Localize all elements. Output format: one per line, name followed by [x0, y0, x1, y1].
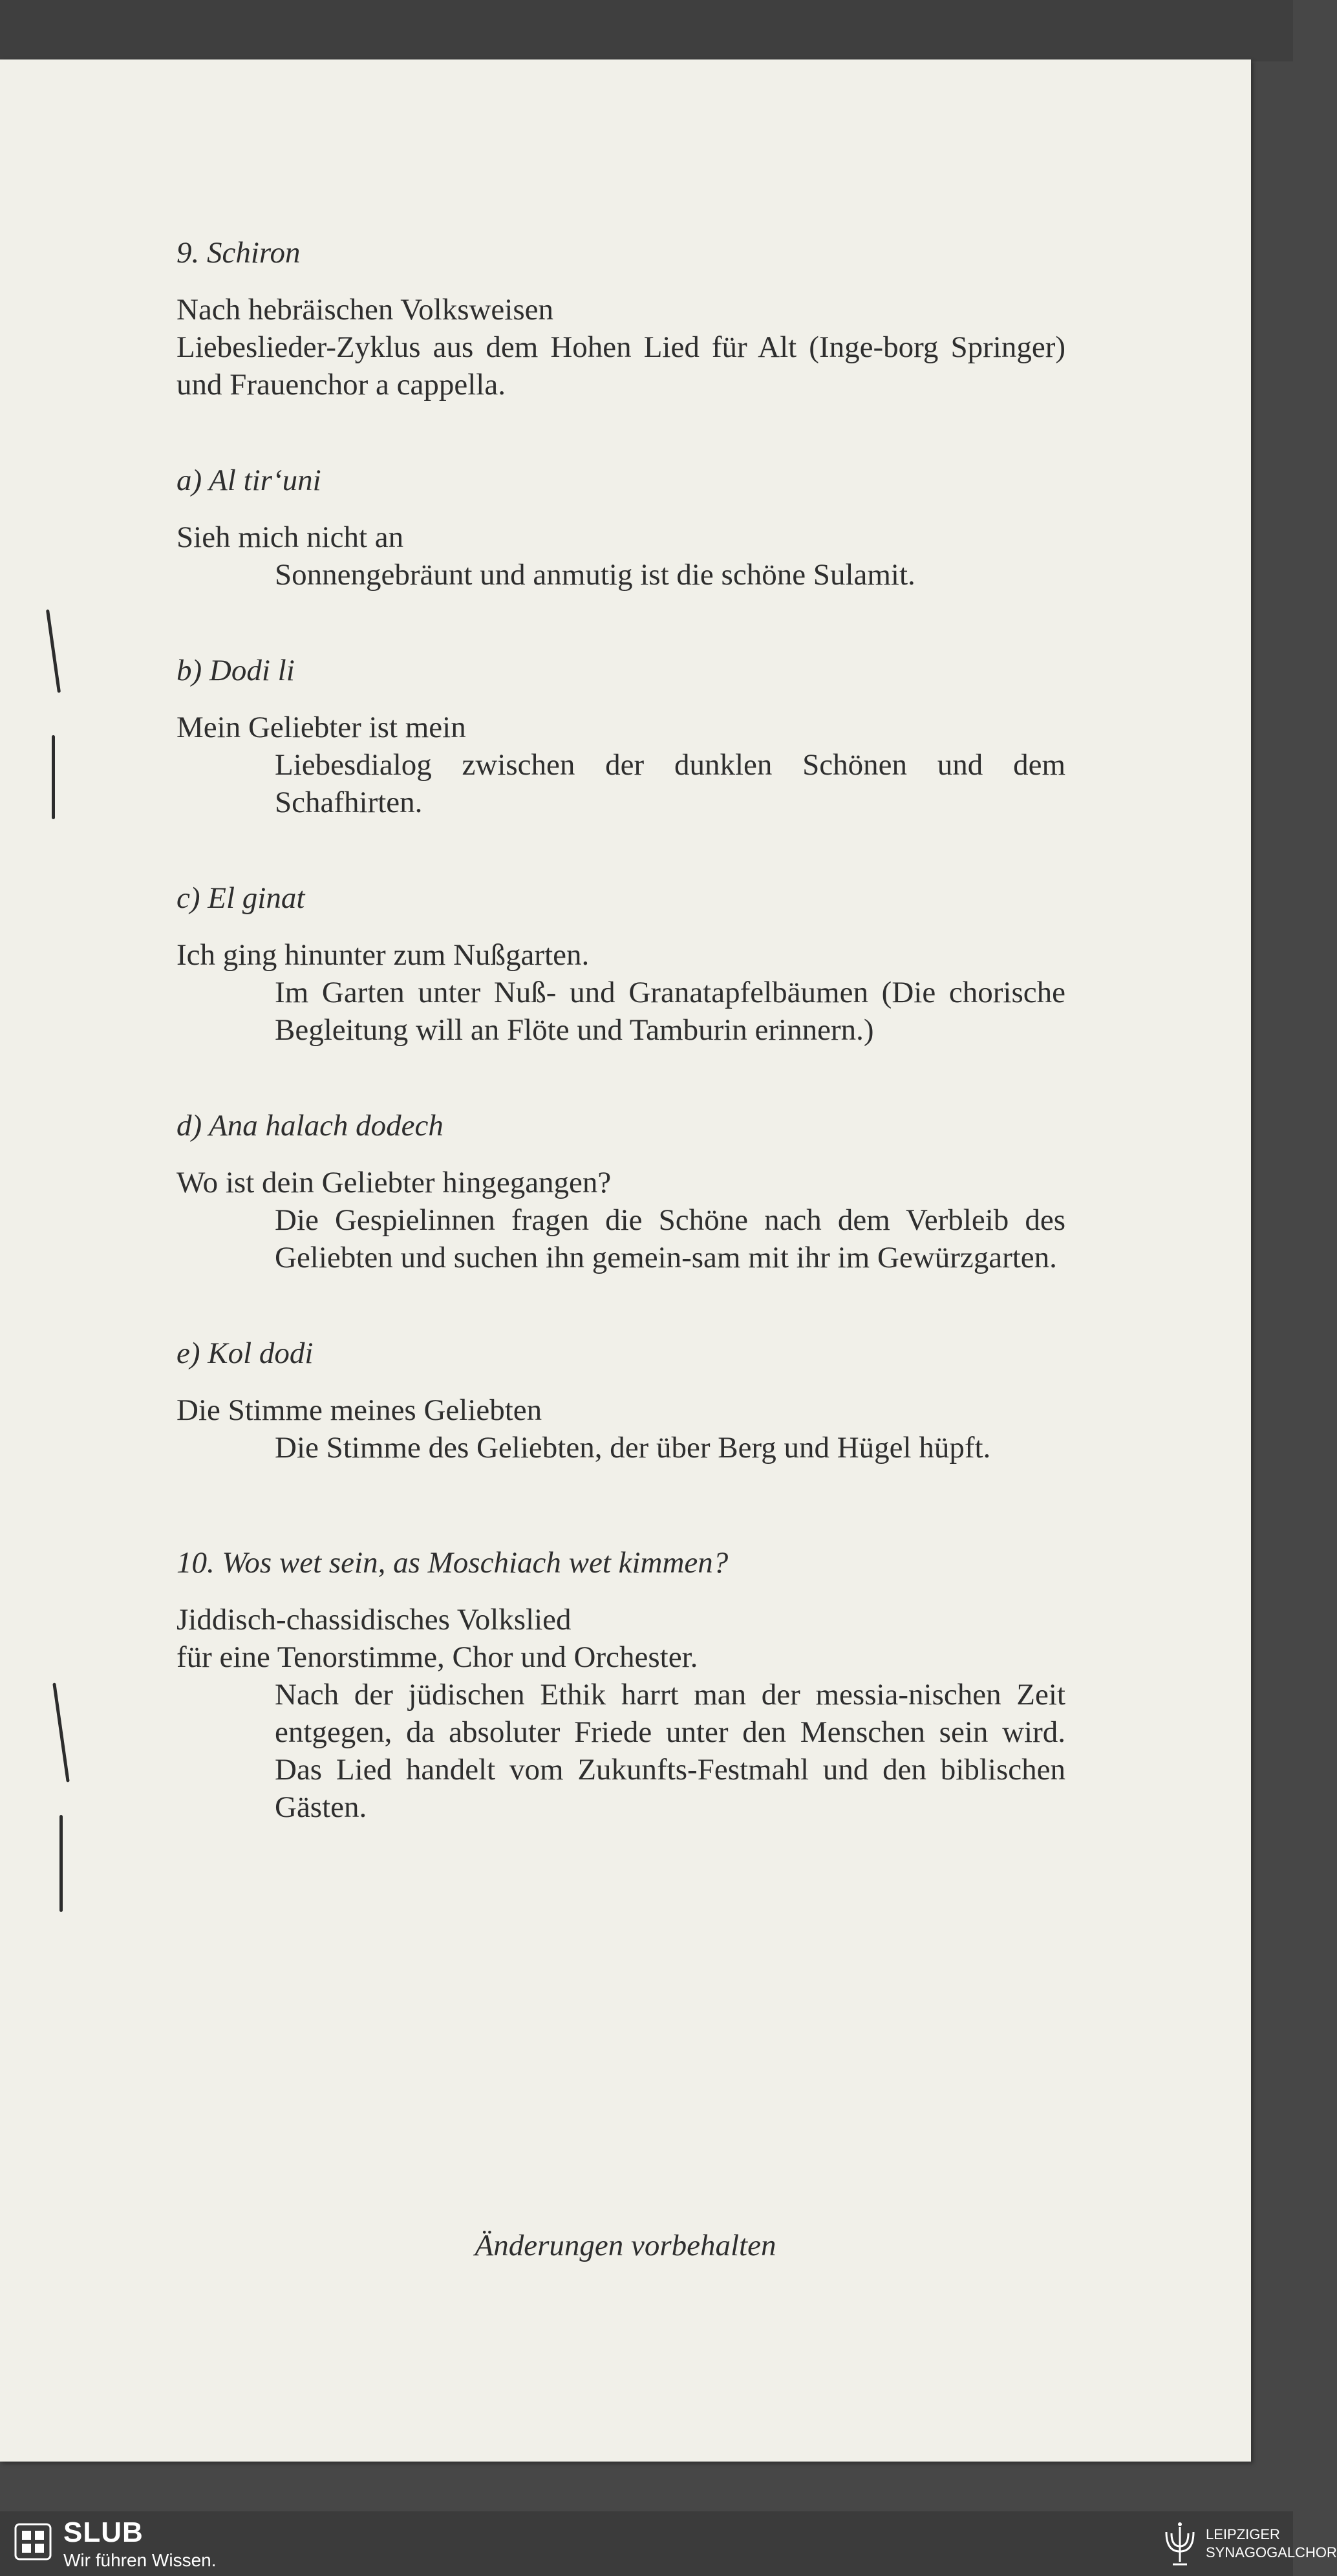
section-title: 10. Wos wet sein, as Moschiach wet kimmen?	[176, 1546, 729, 1580]
section-line: für eine Tenorstimme, Chor und Orchester.	[176, 1640, 698, 1674]
section-line: Sieh mich nicht an	[176, 521, 404, 554]
section-line: Jiddisch-chassidisches Volkslied	[176, 1603, 572, 1637]
section-el-ginat	[176, 879, 1065, 1049]
section-description: Sonnengebräunt und anmutig ist die schöne Sulamit.	[275, 558, 915, 592]
section-description: Nach der jüdischen Ethik harrt man der messia-nischen Zeit entgegen, da absoluter Friede unter den Menschen sein wird. Das Lied handelt vom Zukunfts-Festmahl und den biblischen Gästen.	[275, 1678, 1065, 1824]
section-line: Die Stimme meines Geliebten	[176, 1393, 542, 1427]
partner-name-line1: LEIPZIGER	[1206, 2526, 1280, 2542]
library-footer-bar	[0, 2511, 1337, 2576]
section-description: Im Garten unter Nuß- und Granatapfelbäumen (Die chorische Begleitung will an Flöte und Tamburin erinnern.)	[275, 976, 1065, 1047]
section-kol-dodi	[176, 1335, 1065, 1466]
section-al-tiruni	[176, 462, 1065, 594]
section-title: d) Ana halach dodech	[176, 1109, 444, 1143]
section-title: a) Al tir‘uni	[176, 464, 321, 497]
section-line: Wo ist dein Geliebter hingegangen?	[176, 1166, 612, 1199]
section-schiron	[176, 234, 1065, 403]
section-description: Die Stimme des Geliebten, der über Berg und Hügel hüpft.	[275, 1431, 991, 1465]
section-line: Nach hebräischen Volksweisen	[176, 293, 554, 327]
scan-background-top	[0, 0, 1293, 61]
partner-name[interactable]	[1206, 2526, 1337, 2562]
program-text	[176, 234, 1065, 1826]
slub-name[interactable]: SLUB	[63, 2517, 144, 2548]
binding-stitch-lower	[56, 1682, 67, 1954]
program-page	[0, 59, 1251, 2462]
section-title: e) Kol dodi	[176, 1336, 314, 1370]
section-ana-halach-dodech	[176, 1107, 1065, 1276]
section-title: 9. Schiron	[176, 236, 301, 270]
section-wos-wet-sein	[176, 1544, 1065, 1826]
slub-tagline: Wir führen Wissen.	[63, 2550, 217, 2570]
binding-stitch-upper	[48, 609, 59, 868]
section-line: Ich ging hinunter zum Nußgarten.	[176, 938, 590, 972]
menorah-icon	[1159, 2519, 1201, 2571]
partner-name-line2: SYNAGOGALCHOR	[1206, 2544, 1337, 2560]
section-line: Mein Geliebter ist mein	[176, 711, 466, 744]
section-description: Liebesdialog zwischen der dunklen Schönen und dem Schafhirten.	[275, 748, 1065, 819]
slub-logo-icon[interactable]	[14, 2523, 52, 2560]
section-title: c) El ginat	[176, 881, 305, 915]
section-line: Liebeslieder-Zyklus aus dem Hohen Lied für Alt (Inge-borg Springer) und Frauenchor a cappella.	[176, 330, 1065, 402]
section-title: b) Dodi li	[176, 654, 295, 687]
section-description: Die Gespielinnen fragen die Schöne nach dem Verbleib des Geliebten und suchen ihn gemein-sam mit ihr im Gewürzgarten.	[275, 1203, 1065, 1274]
section-dodi-li	[176, 652, 1065, 821]
changes-reserved-note: Änderungen vorbehalten	[475, 2229, 776, 2262]
